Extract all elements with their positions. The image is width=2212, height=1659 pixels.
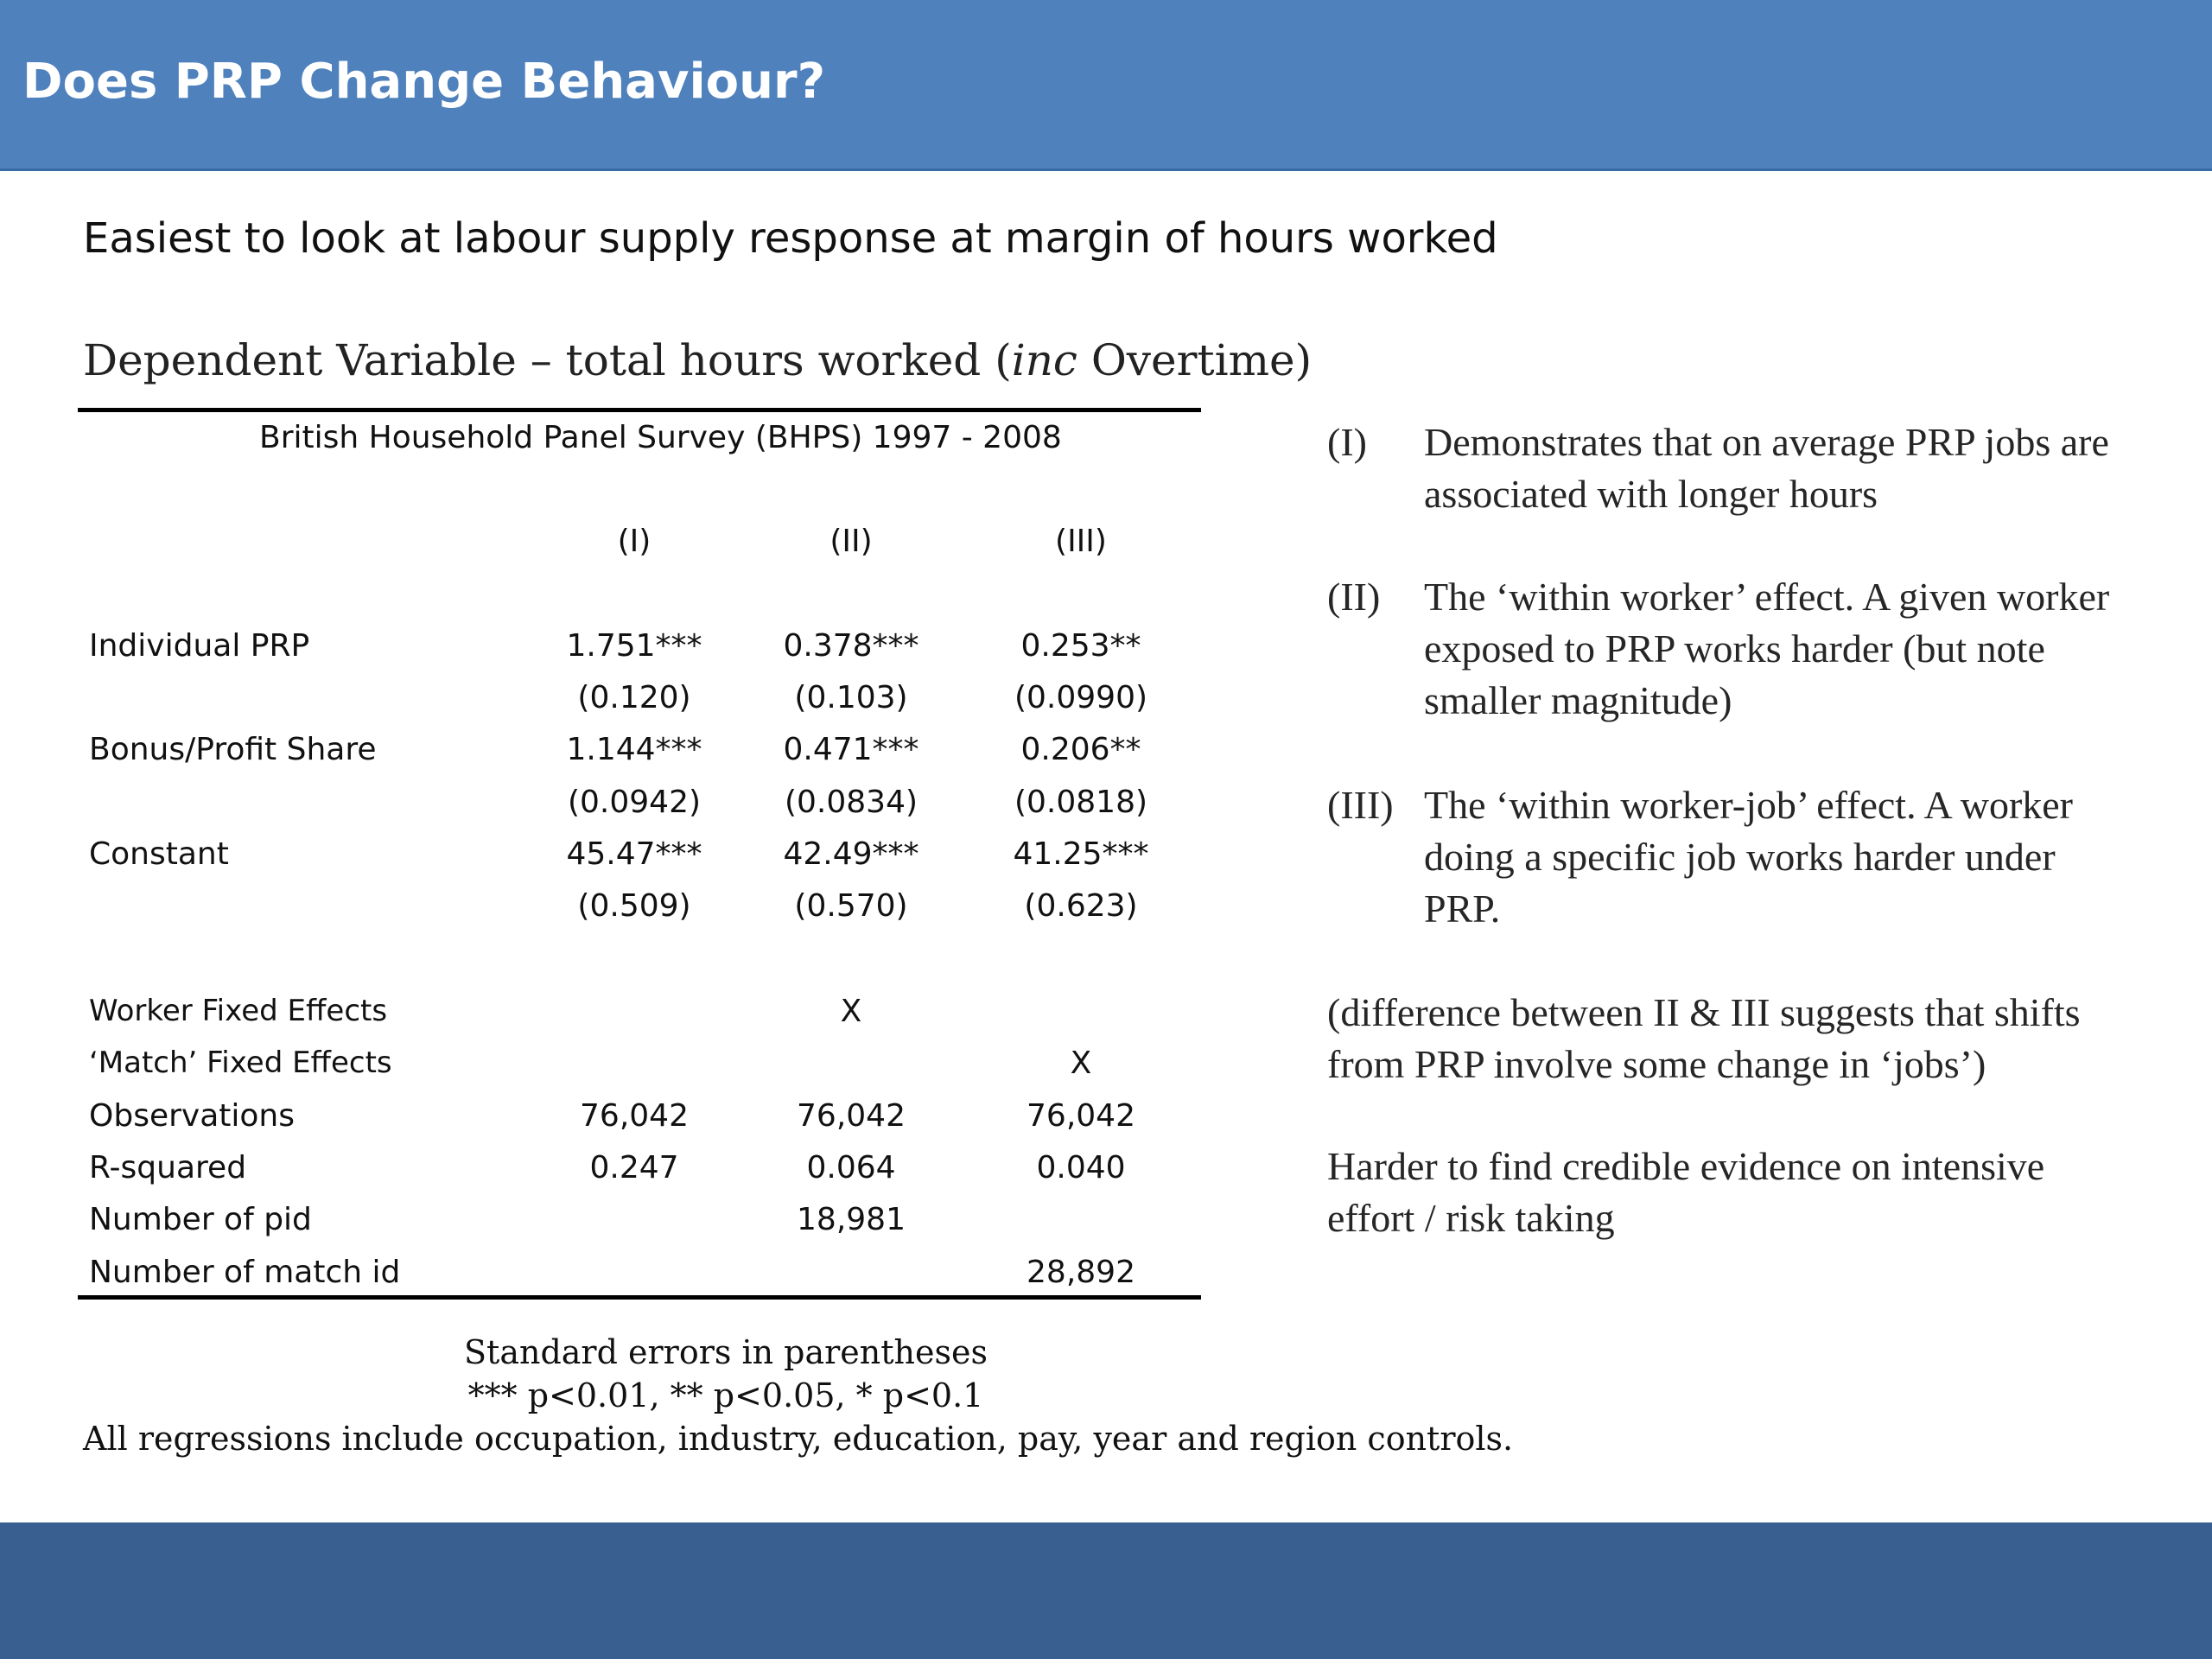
dependent-variable-prefix: Dependent Variable – total hours worked (: [83, 335, 1012, 385]
stat-cell: 76,042: [1027, 1098, 1135, 1134]
coef-cell: 42.49***: [783, 836, 919, 872]
se-cell: (0.0834): [784, 785, 918, 820]
dependent-variable-italic: inc: [1011, 335, 1077, 385]
stat-cell: 0.064: [806, 1150, 896, 1185]
point-text-line: associated with longer hours: [1424, 472, 1878, 516]
dependent-variable-suffix: Overtime): [1077, 335, 1313, 385]
row-label-r-squared: R-squared: [89, 1150, 247, 1185]
paragraph-line: from PRP involve some change in ‘jobs’): [1327, 1042, 1986, 1086]
row-label-match-fixed-effects: ‘Match’ Fixed Effects: [89, 1046, 392, 1080]
dependent-variable-caption: [83, 335, 1312, 385]
point-text-line: Demonstrates that on average PRP jobs are: [1424, 420, 2109, 464]
title-bar: [0, 0, 2212, 171]
se-cell: (0.120): [577, 680, 691, 715]
se-cell: (0.0942): [567, 785, 702, 820]
fixed-effect-mark: X: [1070, 1046, 1092, 1081]
point-text-line: smaller magnitude): [1424, 678, 1732, 722]
point-text-line: exposed to PRP works harder (but note: [1424, 626, 2045, 671]
coef-cell: 0.378***: [783, 628, 919, 664]
row-label-bonus-profit-share: Bonus/Profit Share: [89, 732, 377, 767]
row-label-number-of-pid: Number of pid: [89, 1202, 312, 1237]
stat-cell: 0.040: [1036, 1150, 1126, 1185]
stat-cell: 76,042: [580, 1098, 689, 1134]
paragraph-line: (difference between II & III suggests that shifts: [1327, 990, 2081, 1034]
row-label-worker-fixed-effects: Worker Fixed Effects: [89, 994, 388, 1028]
row-label-observations: Observations: [89, 1098, 295, 1134]
point-number: (II): [1327, 575, 1381, 619]
slide-subtitle: Easiest to look at labour supply response at margin of hours worked: [83, 214, 1498, 263]
row-label-constant: Constant: [89, 836, 229, 872]
coef-cell: 45.47***: [566, 836, 702, 872]
point-number: (III): [1327, 783, 1394, 827]
point-text-line: The ‘within worker-job’ effect. A worker: [1424, 783, 2074, 827]
stat-cell: 28,892: [1027, 1255, 1135, 1290]
paragraph-line: effort / risk taking: [1327, 1196, 1615, 1240]
coef-cell: 0.471***: [783, 732, 919, 767]
se-cell: (0.103): [794, 680, 908, 715]
coef-cell: 1.144***: [566, 732, 702, 767]
table-bottom-rule: [78, 1295, 1201, 1300]
row-label-individual-prp: Individual PRP: [89, 628, 310, 664]
stat-cell: 18,981: [797, 1202, 906, 1237]
coef-cell: 41.25***: [1013, 836, 1149, 872]
stat-cell: 0.247: [589, 1150, 679, 1185]
fixed-effect-mark: X: [840, 994, 862, 1029]
row-label-number-of-match-id: Number of match id: [89, 1255, 401, 1290]
se-cell: (0.570): [794, 888, 908, 924]
slide-title: Does PRP Change Behaviour?: [22, 54, 826, 110]
column-header-1: (I): [617, 524, 652, 559]
coef-cell: 1.751***: [566, 628, 702, 664]
se-cell: (0.0990): [1014, 680, 1148, 715]
coef-cell: 0.206**: [1020, 732, 1141, 767]
point-number: (I): [1327, 420, 1367, 464]
se-cell: (0.0818): [1014, 785, 1148, 820]
table-survey-caption: British Household Panel Survey (BHPS) 1997 - 2008: [259, 420, 1062, 455]
paragraph-line: Harder to find credible evidence on intensive: [1327, 1144, 2045, 1188]
point-text-line: PRP.: [1424, 887, 1501, 931]
column-header-3: (III): [1055, 524, 1107, 559]
coef-cell: 0.253**: [1020, 628, 1141, 664]
table-top-rule: [78, 408, 1201, 412]
column-header-2: (II): [830, 524, 873, 559]
point-text-line: doing a specific job works harder under: [1424, 835, 2056, 879]
footer-bar: [0, 1522, 2212, 1659]
significance-note: *** p<0.01, ** p<0.05, * p<0.1: [467, 1376, 984, 1414]
se-cell: (0.623): [1024, 888, 1138, 924]
point-text-line: The ‘within worker’ effect. A given worker: [1424, 575, 2110, 619]
standard-errors-note: Standard errors in parentheses: [464, 1333, 988, 1371]
se-cell: (0.509): [577, 888, 691, 924]
stat-cell: 76,042: [797, 1098, 906, 1134]
controls-note: All regressions include occupation, industry, education, pay, year and region controls.: [83, 1420, 1514, 1458]
